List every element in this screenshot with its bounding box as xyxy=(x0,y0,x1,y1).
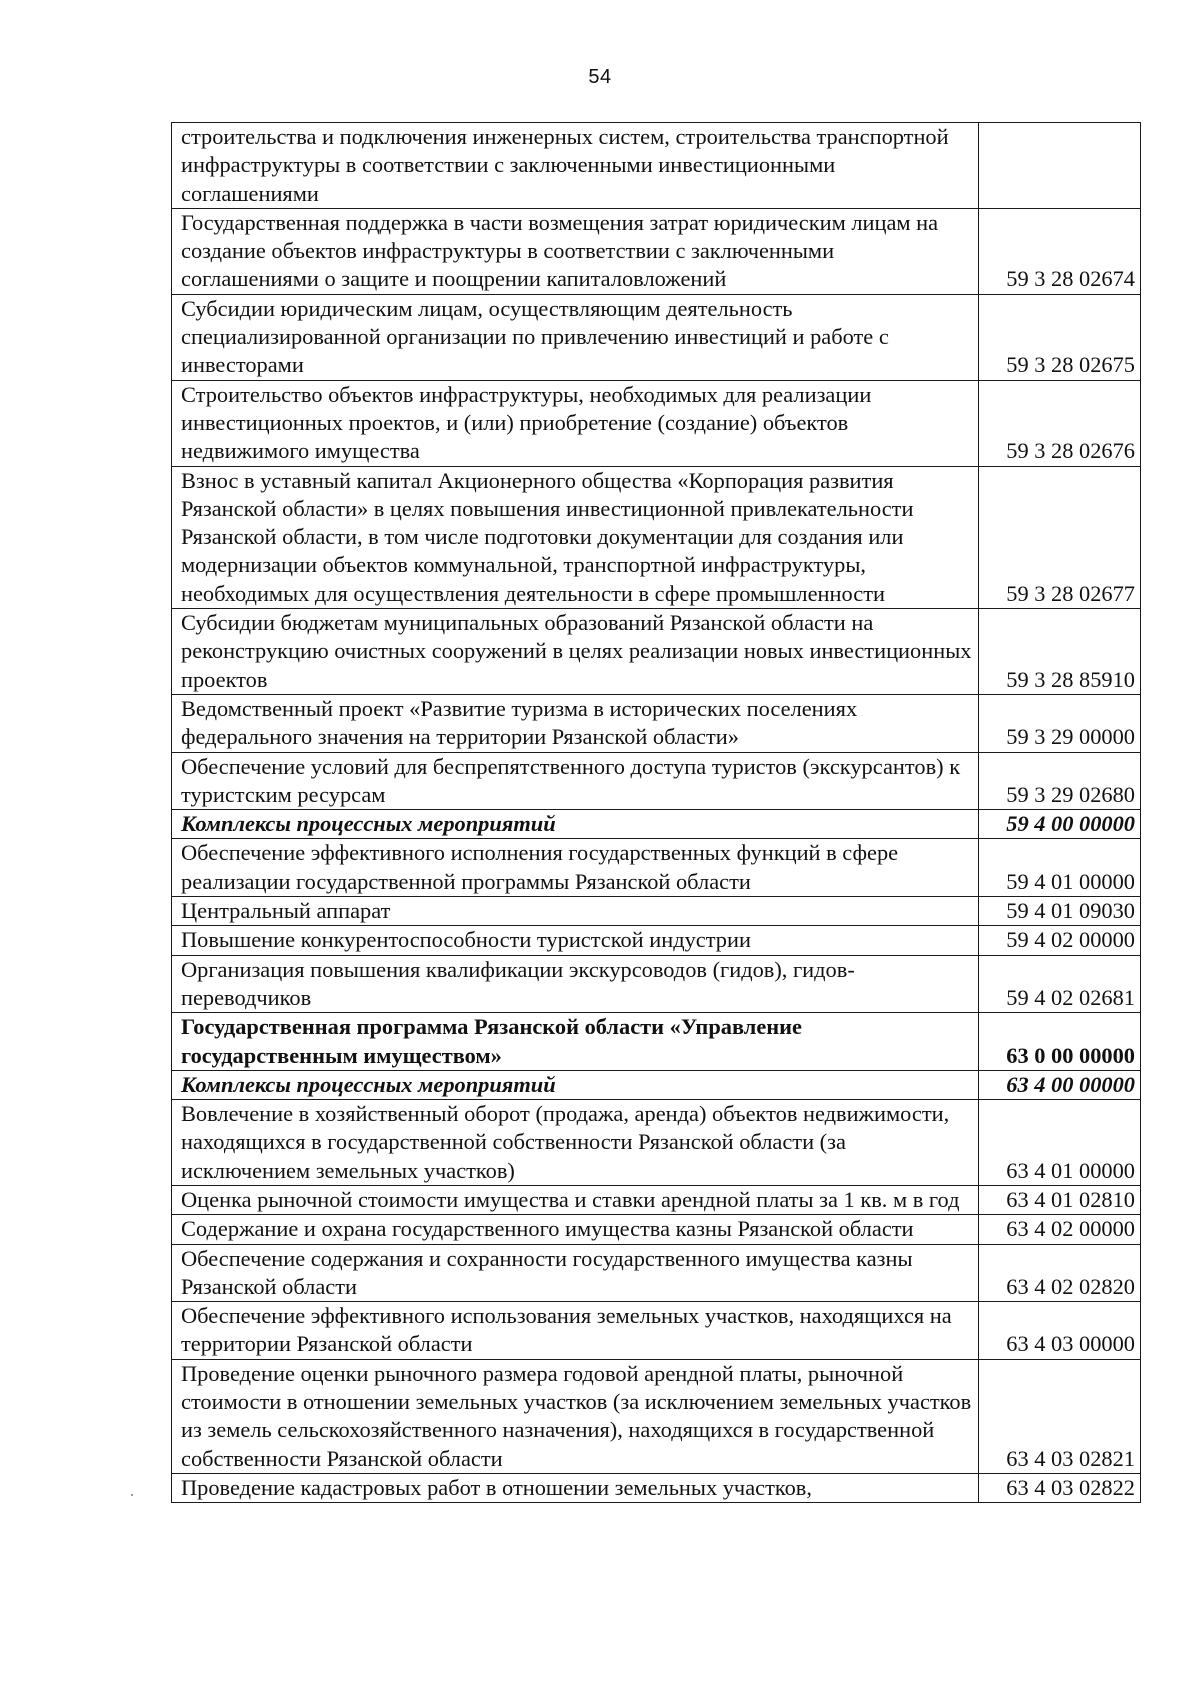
table-row xyxy=(172,810,1141,839)
row-name-cell: Проведение оценки рыночного размера годовой арендной платы, рыночной стоимости в отношении земельных участков (за исключением земельных участков из земель сельскохозяйственного назначения), находящихся в государственной собственности Рязанской области xyxy=(172,1359,979,1473)
row-code-cell: 63 4 03 02821 xyxy=(979,1359,1141,1473)
table-row xyxy=(172,1013,1141,1071)
row-name-cell: Субсидии бюджетам муниципальных образований Рязанской области на реконструкцию очистных сооружений в целях реализации новых инвестиционных проектов xyxy=(172,609,979,695)
row-code-cell: 59 4 00 00000 xyxy=(979,810,1141,839)
table-row xyxy=(172,1359,1141,1473)
table-row xyxy=(172,1070,1141,1099)
table-row xyxy=(172,466,1141,608)
row-code-cell: 59 3 28 02676 xyxy=(979,380,1141,466)
row-name-cell: Обеспечение эффективного использования земельных участков, находящихся на территории Рязанской области xyxy=(172,1302,979,1360)
row-name-cell: Комплексы процессных мероприятий xyxy=(172,810,979,839)
row-name-cell: Вовлечение в хозяйственный оборот (продажа, аренда) объектов недвижимости, находящихся в государственной собственности Рязанской области (за исключением земельных участков) xyxy=(172,1100,979,1186)
row-code-cell: 59 4 02 00000 xyxy=(979,926,1141,955)
row-code-cell: 59 4 02 02681 xyxy=(979,955,1141,1013)
row-name-cell: Взнос в уставный капитал Акционерного общества «Корпорация развития Рязанской области» в целях повышения инвестиционной привлекательности Рязанской области, в том числе подготовки документации для создания или модернизации объектов коммунальной, транспортной инфраструктуры, необходимых для осуществления деятельности в сфере промышленности xyxy=(172,466,979,608)
row-name-cell: Комплексы процессных мероприятий xyxy=(172,1070,979,1099)
table-row xyxy=(172,1185,1141,1214)
row-code-cell: 63 4 02 02820 xyxy=(979,1244,1141,1302)
table-row xyxy=(172,208,1141,294)
row-name-cell: Организация повышения квалификации экскурсоводов (гидов), гидов-переводчиков xyxy=(172,955,979,1013)
table-row xyxy=(172,694,1141,752)
row-name-cell: Строительство объектов инфраструктуры, необходимых для реализации инвестиционных проектов, и (или) приобретение (создание) объектов недвижимого имущества xyxy=(172,380,979,466)
row-code-cell: 59 3 28 02675 xyxy=(979,294,1141,380)
table-row xyxy=(172,1100,1141,1186)
row-name-cell: Обеспечение эффективного исполнения государственных функций в сфере реализации государственной программы Рязанской области xyxy=(172,839,979,897)
row-name-cell: строительства и подключения инженерных систем, строительства транспортной инфраструктуры в соответствии с заключенными инвестиционными соглашениями xyxy=(172,123,979,209)
table-row xyxy=(172,839,1141,897)
row-name-cell: Субсидии юридическим лицам, осуществляющим деятельность специализированной организации по привлечению инвестиций и работе с инвесторами xyxy=(172,294,979,380)
table-row xyxy=(172,380,1141,466)
table-row xyxy=(172,897,1141,926)
row-code-cell: 59 3 28 85910 xyxy=(979,609,1141,695)
row-name-cell: Центральный аппарат xyxy=(172,897,979,926)
row-name-cell: Обеспечение содержания и сохранности государственного имущества казны Рязанской области xyxy=(172,1244,979,1302)
row-name-cell: Повышение конкурентоспособности туристской индустрии xyxy=(172,926,979,955)
row-code-cell: 63 4 01 00000 xyxy=(979,1100,1141,1186)
scan-speck xyxy=(131,1494,133,1496)
table-row xyxy=(172,926,1141,955)
row-code-cell: 59 3 29 00000 xyxy=(979,694,1141,752)
row-code-cell: 59 3 28 02677 xyxy=(979,466,1141,608)
row-code-cell: 63 4 00 00000 xyxy=(979,1070,1141,1099)
row-code-cell: 63 4 03 00000 xyxy=(979,1302,1141,1360)
table-row xyxy=(172,609,1141,695)
table-row xyxy=(172,294,1141,380)
table-row xyxy=(172,752,1141,810)
row-code-cell xyxy=(979,123,1141,209)
row-code-cell: 63 4 02 00000 xyxy=(979,1215,1141,1244)
row-code-cell: 63 4 01 02810 xyxy=(979,1185,1141,1214)
table-row xyxy=(172,955,1141,1013)
table-row xyxy=(172,1244,1141,1302)
row-code-cell: 59 3 28 02674 xyxy=(979,208,1141,294)
table-row xyxy=(172,1302,1141,1360)
row-name-cell: Государственная поддержка в части возмещения затрат юридическим лицам на создание объектов инфраструктуры в соответствии с заключенными соглашениями о защите и поощрении капиталовложений xyxy=(172,208,979,294)
row-code-cell: 59 4 01 09030 xyxy=(979,897,1141,926)
row-name-cell: Оценка рыночной стоимости имущества и ставки арендной платы за 1 кв. м в год xyxy=(172,1185,979,1214)
table-row xyxy=(172,1215,1141,1244)
row-code-cell: 63 0 00 00000 xyxy=(979,1013,1141,1071)
table-body xyxy=(172,123,1141,1503)
page-number: 54 xyxy=(588,66,612,88)
row-code-cell: 59 3 29 02680 xyxy=(979,752,1141,810)
table-row xyxy=(172,1473,1141,1502)
row-name-cell: Ведомственный проект «Развитие туризма в исторических поселениях федерального значения на территории Рязанской области» xyxy=(172,694,979,752)
row-code-cell: 63 4 03 02822 xyxy=(979,1473,1141,1502)
row-name-cell: Проведение кадастровых работ в отношении земельных участков, xyxy=(172,1473,979,1502)
table-row xyxy=(172,123,1141,209)
row-name-cell: Содержание и охрана государственного имущества казны Рязанской области xyxy=(172,1215,979,1244)
row-code-cell: 59 4 01 00000 xyxy=(979,839,1141,897)
row-name-cell: Обеспечение условий для беспрепятственного доступа туристов (экскурсантов) к туристским ресурсам xyxy=(172,752,979,810)
row-name-cell: Государственная программа Рязанской области «Управление государственным имуществом» xyxy=(172,1013,979,1071)
budget-classification-table xyxy=(171,122,1141,1503)
